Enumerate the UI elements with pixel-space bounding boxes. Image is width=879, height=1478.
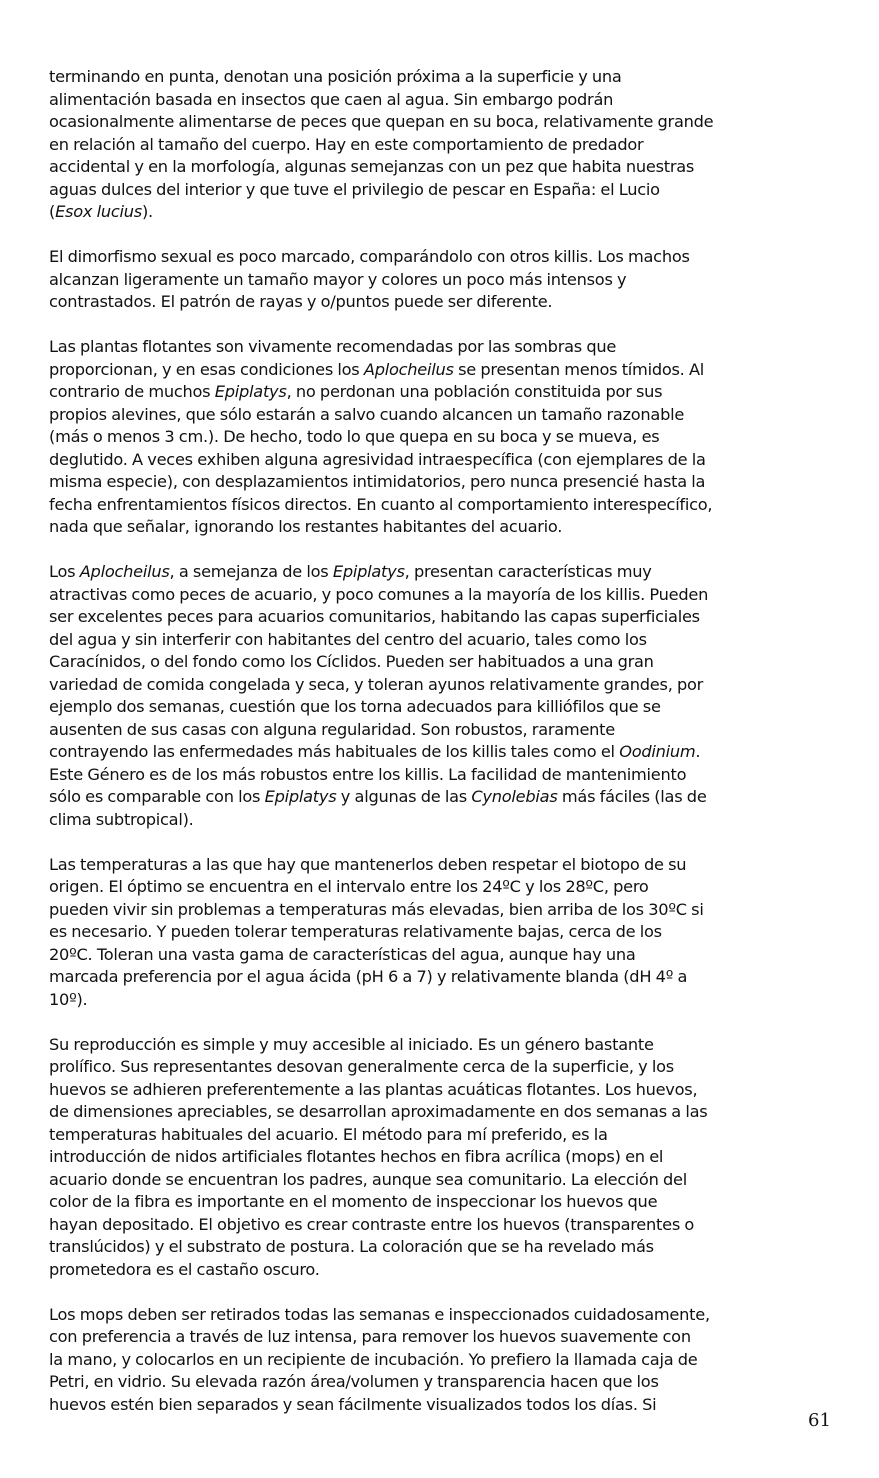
text-run: Los mops deben ser retirados todas las semanas e inspeccionados cuidadosamente, <box>49 1304 710 1324</box>
text-line <box>49 1236 849 1259</box>
text-line <box>49 404 849 427</box>
text-run: Las plantas flotantes son vivamente recomendadas por las sombras que <box>49 337 617 356</box>
text-run: más fáciles (las de <box>557 787 707 806</box>
text-line <box>49 66 849 89</box>
text-run: translúcidos) y el substrato de postura. La coloración que se ha revelado más <box>49 1237 654 1256</box>
text-run: ser excelentes peces para acuarios comunitarios, habitando las capas superficiales <box>49 607 700 626</box>
text-line <box>49 966 849 989</box>
text-run: sólo es comparable con los <box>49 787 265 806</box>
text-run: . <box>695 742 701 761</box>
italic-taxon: Epiplatys <box>264 787 337 806</box>
text-run: nada que señalar, ignorando los restantes habitantes del acuario. <box>49 517 563 536</box>
text-run: acuario donde se encuentran los padres, aunque sea comunitario. La elección del <box>49 1169 687 1189</box>
italic-taxon: Epiplatys <box>214 382 287 401</box>
text-run: ocasionalmente alimentarse de peces que quepan en su boca, relativamente grande <box>49 112 714 131</box>
text-run: prolífico. Sus representantes desovan generalmente cerca de la superficie, y los <box>49 1057 674 1076</box>
text-run: ejemplo dos semanas, cuestión que los torna adecuados para killiófilos que se <box>49 697 661 716</box>
text-run: Su reproducción es simple y muy accesible al iniciado. Es un género bastante <box>49 1034 654 1054</box>
text-line <box>49 944 849 967</box>
text-line <box>49 629 849 652</box>
text-line <box>49 179 849 202</box>
text-line <box>49 269 849 292</box>
text-run: con preferencia a través de luz intensa, para remover los huevos suavemente con <box>49 1327 691 1346</box>
text-run: contrastados. El patrón de rayas y o/puntos puede ser diferente. <box>49 292 553 311</box>
body-text <box>49 66 849 1439</box>
text-run: ausenten de sus casas con alguna regularidad. Son robustos, raramente <box>49 719 615 739</box>
text-line <box>49 1034 849 1057</box>
text-line <box>49 1079 849 1102</box>
text-run: y algunas de las <box>336 787 472 806</box>
text-line <box>49 516 849 539</box>
text-run: proporcionan, y en esas condiciones los <box>49 359 364 379</box>
text-run: terminando en punta, denotan una posición próxima a la superficie y una <box>49 67 622 86</box>
text-run: marcada preferencia por el agua ácida (pH 6 a 7) y relativamente blanda (dH 4º a <box>49 967 688 986</box>
text-line <box>49 381 849 404</box>
text-line <box>49 1259 849 1282</box>
text-run: de dimensiones apreciables, se desarrollan aproximadamente en dos semanas a las <box>49 1102 708 1121</box>
text-line <box>49 1169 849 1192</box>
text-run: ( <box>49 202 56 221</box>
text-line <box>49 719 849 742</box>
text-line <box>49 606 849 629</box>
text-line <box>49 494 849 517</box>
text-line <box>49 359 849 382</box>
text-line <box>49 899 849 922</box>
paragraph <box>49 246 849 314</box>
text-run: ). <box>141 202 153 221</box>
text-run: , no perdonan una población constituida por sus <box>286 382 663 401</box>
text-run: variedad de comida congelada y seca, y toleran ayunos relativamente grandes, por <box>49 674 704 694</box>
text-run: Los <box>49 562 80 581</box>
text-run: 20ºC. Toleran una vasta gama de características del agua, aunque hay una <box>49 944 636 964</box>
text-line <box>49 89 849 112</box>
text-run: aguas dulces del interior y que tuve el privilegio de pescar en España: el Lucio <box>49 179 660 199</box>
text-run: la mano, y colocarlos en un recipiente de incubación. Yo prefiero la llamada caja de <box>49 1349 698 1369</box>
text-line <box>49 674 849 697</box>
text-line <box>49 291 849 314</box>
text-run: introducción de nidos artificiales flotantes hechos en fibra acrílica (mops) en el <box>49 1147 664 1166</box>
text-run: Este Género es de los más robustos entre los killis. La facilidad de mantenimiento <box>49 764 687 784</box>
text-line <box>49 1326 849 1349</box>
text-run: prometedora es el castaño oscuro. <box>49 1259 320 1279</box>
paragraph <box>49 336 849 539</box>
text-line <box>49 584 849 607</box>
text-line <box>49 1371 849 1394</box>
text-run: huevos se adhieren preferentemente a las plantas acuáticas flotantes. Los huevos, <box>49 1079 698 1099</box>
text-line <box>49 1304 849 1327</box>
text-line <box>49 1146 849 1169</box>
text-line <box>49 1124 849 1147</box>
text-run: Petri, en vidrio. Su elevada razón área/volumen y transparencia hacen que los <box>49 1372 659 1391</box>
text-run: temperaturas habituales del acuario. El método para mí preferido, es la <box>49 1124 608 1144</box>
paragraph <box>49 1304 849 1417</box>
page-number: 61 <box>808 1410 831 1431</box>
text-line <box>49 989 849 1012</box>
italic-taxon: Epiplatys <box>332 562 405 581</box>
text-run: color de la fibra es importante en el momento de inspeccionar los huevos que <box>49 1192 658 1211</box>
text-run: (más o menos 3 cm.). De hecho, todo lo que quepa en su boca y se mueva, es <box>49 427 660 446</box>
text-line <box>49 156 849 179</box>
text-line <box>49 471 849 494</box>
text-line <box>49 696 849 719</box>
paragraph <box>49 1034 849 1282</box>
text-run: clima subtropical). <box>49 809 194 829</box>
text-run: alimentación basada en insectos que caen al agua. Sin embargo podrán <box>49 89 614 109</box>
italic-taxon: Cynolebias <box>471 787 558 806</box>
text-run: atractivas como peces de acuario, y poco comunes a la mayoría de los killis. Pueden <box>49 584 709 604</box>
text-run: del agua y sin interferir con habitantes del centro del acuario, tales como los <box>49 629 647 649</box>
text-line <box>49 561 849 584</box>
text-line <box>49 876 849 899</box>
italic-taxon: Aplocheilus <box>363 359 454 379</box>
text-line <box>49 1214 849 1237</box>
text-run: 10º). <box>49 989 88 1009</box>
text-line <box>49 741 849 764</box>
text-line <box>49 1101 849 1124</box>
text-line <box>49 449 849 472</box>
text-line <box>49 1349 849 1372</box>
text-run: contrayendo las enfermedades más habituales de los killis tales como el <box>49 742 620 761</box>
text-run: Las temperaturas a las que hay que mantenerlos deben respetar el biotopo de su <box>49 854 687 874</box>
text-line <box>49 809 849 832</box>
text-run: deglutido. A veces exhiben alguna agresividad intraespecífica (con ejemplares de la <box>49 449 706 469</box>
text-run: se presentan menos tímidos. Al <box>453 359 705 379</box>
text-run: , presentan características muy <box>404 562 652 581</box>
text-run: contrario de muchos <box>49 382 215 401</box>
text-line <box>49 336 849 359</box>
italic-taxon: Aplocheilus <box>79 562 170 581</box>
paragraph <box>49 561 849 831</box>
text-line <box>49 786 849 809</box>
text-run: accidental y en la morfología, algunas semejanzas con un pez que habita nuestras <box>49 157 695 176</box>
text-line <box>49 246 849 269</box>
text-line <box>49 1191 849 1214</box>
text-line <box>49 134 849 157</box>
text-line <box>49 1056 849 1079</box>
text-line <box>49 1394 849 1417</box>
text-run: misma especie), con desplazamientos intimidatorios, pero nunca presencié hasta la <box>49 472 706 491</box>
text-run: propios alevines, que sólo estarán a salvo cuando alcancen un tamaño razonable <box>49 404 685 424</box>
text-run: origen. El óptimo se encuentra en el intervalo entre los 24ºC y los 28ºC, pero <box>49 877 649 896</box>
text-run: pueden vivir sin problemas a temperaturas más elevadas, bien arriba de los 30ºC si <box>49 899 704 919</box>
text-run: Caracínidos, o del fondo como los Cíclidos. Pueden ser habituados a una gran <box>49 652 654 671</box>
text-run: es necesario. Y pueden tolerar temperaturas relativamente bajas, cerca de los <box>49 922 662 941</box>
text-run: alcanzan ligeramente un tamaño mayor y colores un poco más intensos y <box>49 269 627 289</box>
paragraph <box>49 66 849 224</box>
text-run: El dimorfismo sexual es poco marcado, comparándolo con otros killis. Los machos <box>49 247 690 266</box>
italic-taxon: Esox lucius <box>55 202 142 221</box>
text-line <box>49 426 849 449</box>
text-run: , a semejanza de los <box>169 562 333 581</box>
text-run: hayan depositado. El objetivo es crear contraste entre los huevos (transparentes o <box>49 1214 695 1234</box>
text-run: en relación al tamaño del cuerpo. Hay en este comportamiento de predador <box>49 134 644 154</box>
paragraph <box>49 854 849 1012</box>
text-line <box>49 764 849 787</box>
text-line <box>49 651 849 674</box>
text-line <box>49 854 849 877</box>
text-run: fecha enfrentamientos físicos directos. En cuanto al comportamiento interespecífico, <box>49 494 713 514</box>
text-line <box>49 921 849 944</box>
text-line <box>49 201 849 224</box>
italic-taxon: Oodinium <box>619 742 696 761</box>
text-run: huevos estén bien separados y sean fácilmente visualizados todos los días. Si <box>49 1394 657 1414</box>
text-line <box>49 111 849 134</box>
